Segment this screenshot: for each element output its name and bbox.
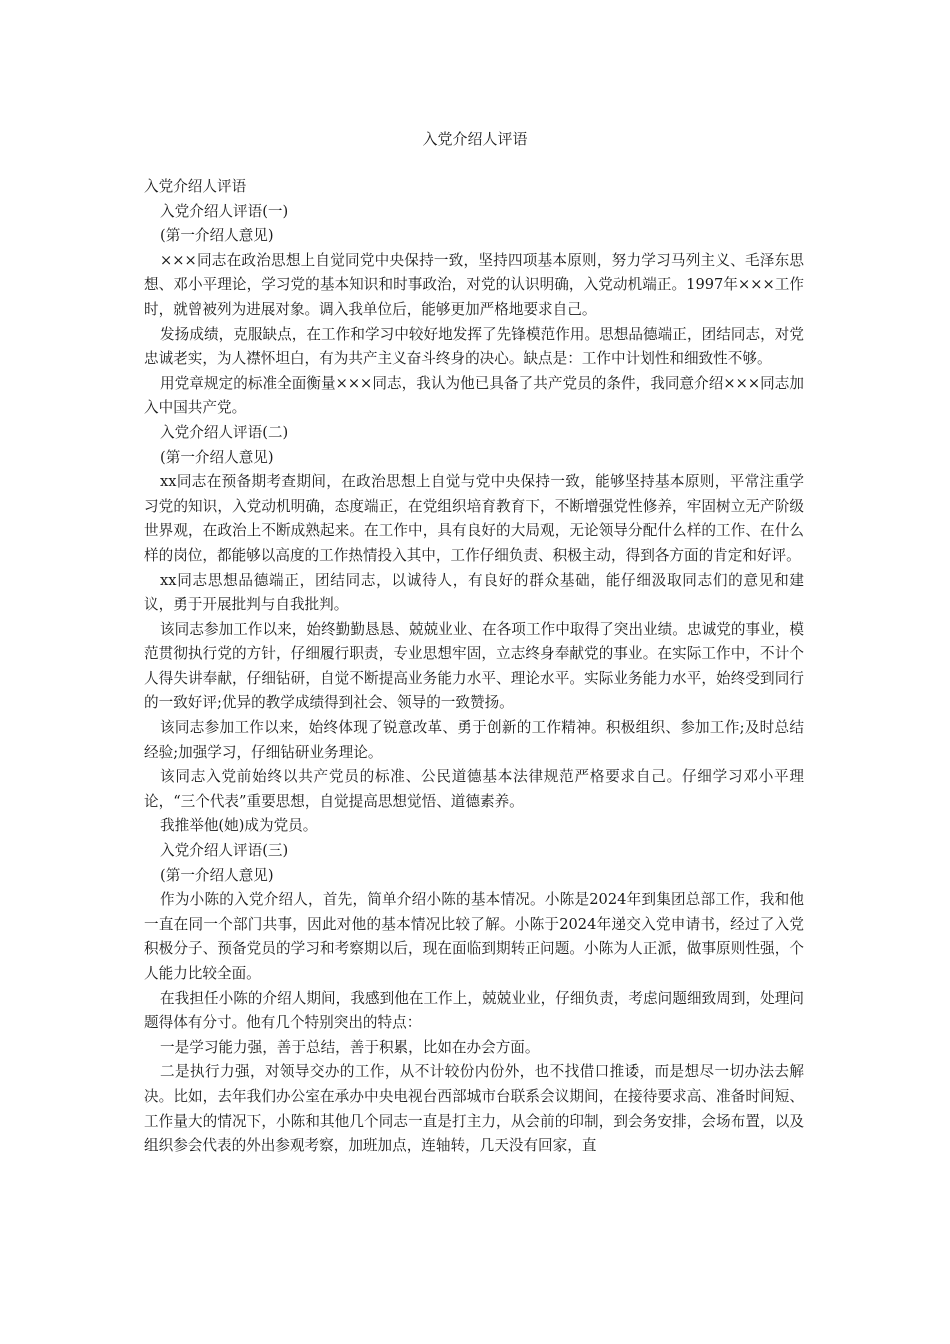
- paragraph: ×××同志在政治思想上自觉同党中央保持一致，坚持四项基本原则，努力学习马列主义、毛泽东思想、邓小平理论，学习党的基本知识和时事政治，对党的认识明确，入党动机端正。1997年×××工作时，就曾被列为进展对象。调入我单位后，能够更加严格地要求自己。: [144, 251, 804, 318]
- paragraph: 该同志参加工作以来，始终勤勤恳恳、兢兢业业、在各项工作中取得了突出业绩。忠诚党的事业，模范贯彻执行党的方针，仔细履行职责，专业思想牢固，立志终身奉献党的事业。在实际工作中，不计个人得失讲奉献，仔细钻研，自觉不断提高业务能力水平、理论水平。实际业务能力水平，始终受到同行的一致好评;优异的教学成绩得到社会、领导的一致赞扬。: [144, 620, 804, 712]
- paragraph: (第一介绍人意见): [160, 227, 274, 245]
- paragraph: 入党介绍人评语(一): [160, 202, 289, 220]
- paragraph: 用党章规定的标准全面衡量×××同志，我认为他已具备了共产党员的条件，我同意介绍×××同志加入中国共产党。: [144, 374, 804, 417]
- paragraph: 我推举他(她)成为党员。: [160, 817, 318, 835]
- paragraph: 作为小陈的入党介绍人，首先，简单介绍小陈的基本情况。小陈是2024年到集团总部工作，我和他一直在同一个部门共事，因此对他的基本情况比较了解。小陈于2024年递交入党申请书，经过了入党积极分子、预备党员的学习和考察期以后，现在面临到期转正问题。小陈为人正派，做事原则性强，个人能力比较全面。: [144, 891, 804, 982]
- paragraph: (第一介绍人意见): [160, 866, 274, 884]
- paragraph: 该同志参加工作以来，始终体现了锐意改革、勇于创新的工作精神。积极组织、参加工作;及时总结经验;加强学习，仔细钻研业务理论。: [144, 719, 804, 761]
- document-body: [144, 175, 804, 1159]
- paragraph: (第一介绍人意见): [160, 448, 274, 466]
- paragraph: 发扬成绩，克服缺点，在工作和学习中较好地发挥了先锋模范作用。思想品德端正，团结同志，对党忠诚老实，为人襟怀坦白，有为共产主义奋斗终身的决心。缺点是：工作中计划性和细致性不够。: [144, 325, 804, 368]
- paragraph: 该同志入党前始终以共产党员的标准、公民道德基本法律规范严格要求自己。仔细学习邓小平理论，“三个代表”重要思想，自觉提高思想觉悟、道德素养。: [144, 768, 804, 810]
- paragraph: 入党介绍人评语(三): [160, 842, 289, 860]
- paragraph: 在我担任小陈的介绍人期间，我感到他在工作上，兢兢业业，仔细负责，考虑问题细致周到，处理问题得体有分寸。他有几个特别突出的特点：: [144, 989, 804, 1032]
- paragraph: xx同志思想品德端正，团结同志，以诚待人，有良好的群众基础，能仔细汲取同志们的意见和建议，勇于开展批判与自我批判。: [144, 571, 804, 614]
- paragraph: 入党介绍人评语: [144, 178, 247, 195]
- paragraph: 二是执行力强，对领导交办的工作，从不计较份内份外，也不找借口推诿，而是想尽一切办法去解决。比如，去年我们办公室在承办中央电视台西部城市台联系会议期间，在接待要求高、准备时间短、工作量大的情况下，小陈和其他几个同志一直是打主力，从会前的印制，到会务安排，会场布置，以及组织参会代表的外出参观考察，加班加点，连轴转，几天没有回家，直: [144, 1063, 804, 1155]
- paragraph: xx同志在预备期考查期间，在政治思想上自觉与党中央保持一致，能够坚持基本原则，平常注重学习党的知识，入党动机明确，态度端正，在党组织培育教育下，不断增强党性修养，牢固树立无产阶级世界观，在政治上不断成熟起来。在工作中，具有良好的大局观，无论领导分配什么样的工作、在什么样的岗位，都能够以高度的工作热情投入其中，工作仔细负责、积极主动，得到各方面的肯定和好评。: [144, 473, 804, 564]
- document-title: 入党介绍人评语: [422, 130, 528, 148]
- paragraph: 一是学习能力强，善于总结，善于积累，比如在办会方面。: [160, 1038, 540, 1056]
- paragraph: 入党介绍人评语(二): [160, 423, 289, 441]
